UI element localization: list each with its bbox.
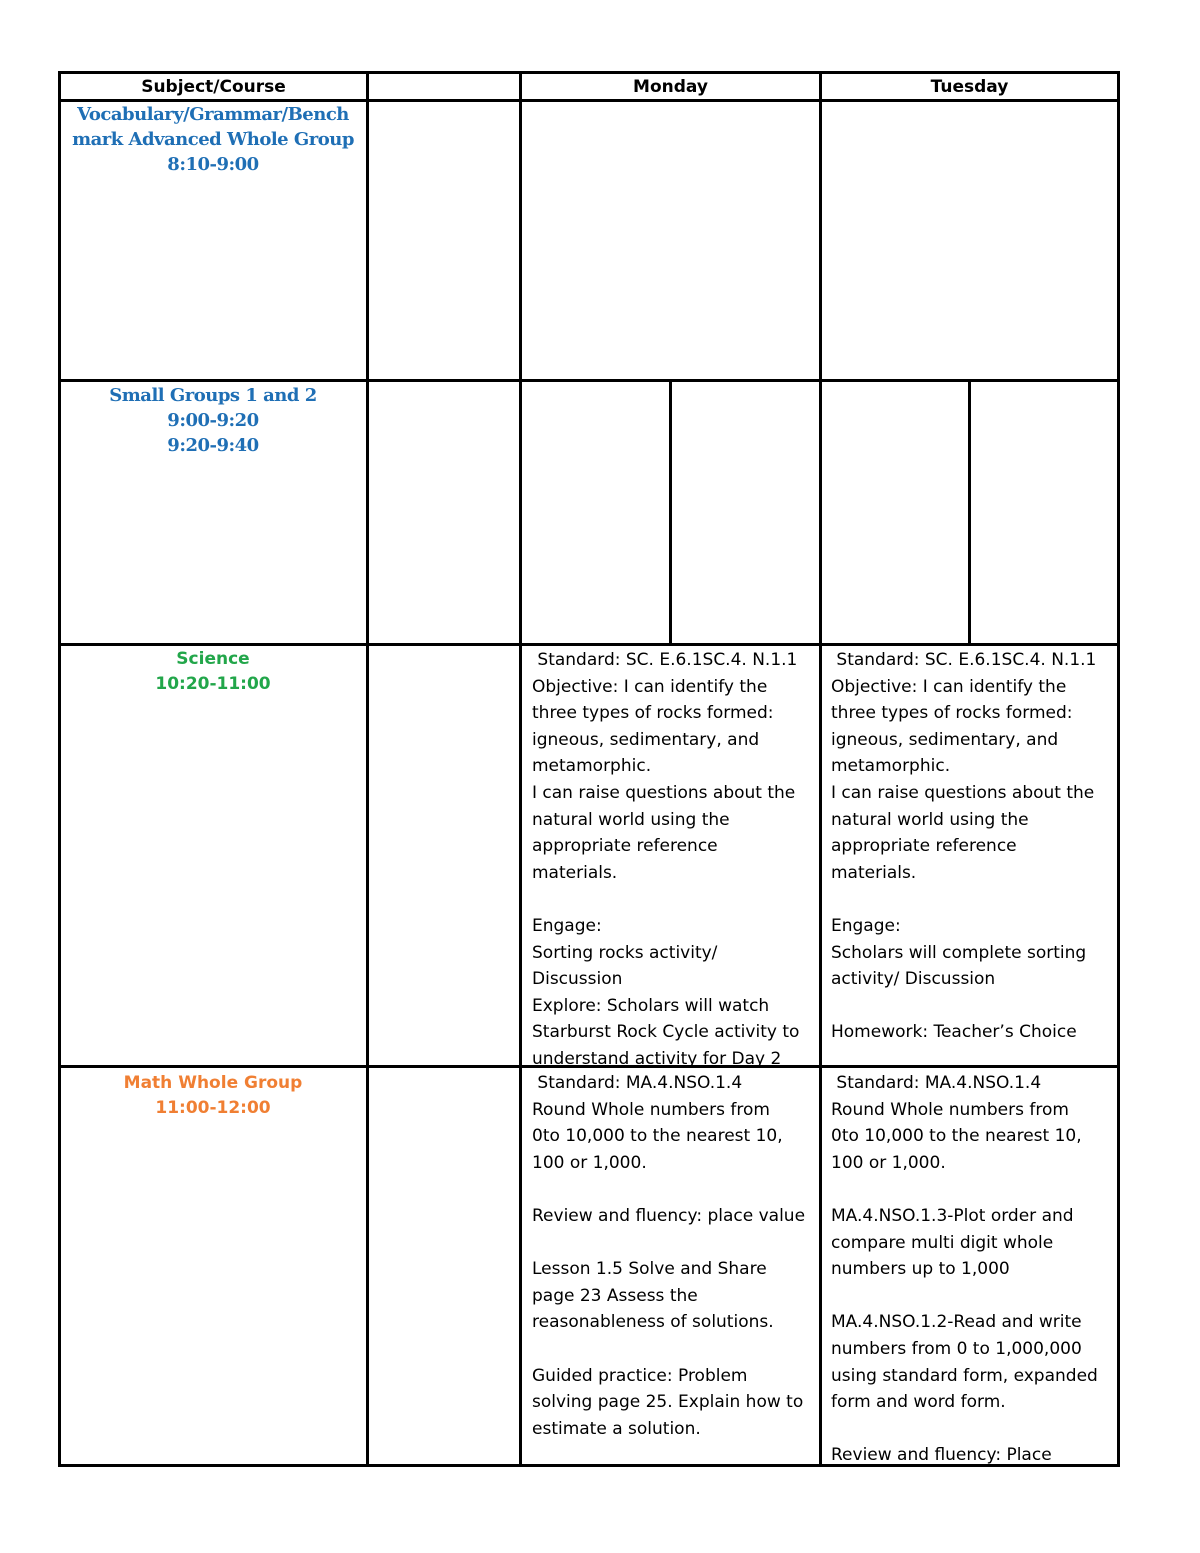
plan-line (532, 1336, 818, 1363)
plan-line: numbers from 0 to 1,000,000 (831, 1338, 1082, 1359)
plan-line: compare multi digit whole (831, 1232, 1054, 1253)
plan-line: three types of rocks formed: (532, 703, 774, 724)
plan-line: natural world using the (532, 809, 730, 830)
math-tuesday-plan (831, 1070, 1115, 1469)
math-monday-plan (532, 1070, 818, 1442)
header-monday: Monday (633, 77, 708, 97)
plan-line (831, 993, 1115, 1020)
plan-line: Round Whole numbers from (532, 1099, 770, 1120)
plan-line: Sorting rocks activity/ (532, 942, 718, 963)
plan-line: 100 or 1,000. (831, 1152, 946, 1173)
plan-line: Standard: SC. E.6.1SC.4. N.1.1 (532, 650, 798, 670)
small-groups-time-1: 9:00-9:20 (167, 410, 259, 431)
small-groups-time-2: 9:20-9:40 (167, 435, 259, 456)
plan-line: Engage: (532, 915, 602, 936)
plan-line: page 23 Assess the (532, 1285, 698, 1306)
plan-line: natural world using the (831, 809, 1029, 830)
plan-line: materials. (831, 862, 917, 883)
plan-line: Objective: I can identify the (831, 676, 1067, 697)
plan-line (831, 1283, 1115, 1310)
plan-line: metamorphic. (532, 756, 652, 777)
plan-line: 100 or 1,000. (532, 1152, 647, 1173)
plan-line: metamorphic. (831, 756, 951, 777)
plan-line: three types of rocks formed: (831, 703, 1073, 724)
plan-line: Engage: (831, 915, 901, 936)
plan-line: Lesson 1.5 Solve and Share (532, 1259, 767, 1280)
plan-line (532, 1176, 818, 1203)
grid-line-left (58, 71, 61, 1467)
plan-line: Scholars will complete sorting (831, 942, 1087, 963)
plan-line: estimate a solution. (532, 1418, 701, 1439)
plan-line: igneous, sedimentary, and (532, 729, 760, 750)
plan-line: form and word form. (831, 1392, 1006, 1413)
plan-line: 0to 10,000 to the nearest 10, (532, 1126, 783, 1147)
plan-line: Review and fluency: place value (532, 1205, 806, 1226)
plan-line (532, 886, 818, 913)
plan-line: I can raise questions about the (532, 782, 796, 803)
grid-line-col2 (366, 71, 369, 1467)
science-title: Science (176, 649, 250, 669)
plan-line (831, 886, 1115, 913)
header-subject-course: Subject/Course (141, 77, 286, 97)
plan-line (831, 1416, 1115, 1443)
math-subject (64, 1071, 362, 1121)
plan-line: MA.4.NSO.1.2-Read and write (831, 1312, 1082, 1333)
small-groups-title: Small Groups 1 and 2 (109, 385, 317, 406)
vocab-time: 8:10-9:00 (167, 154, 259, 175)
grid-line-col4 (819, 71, 822, 1467)
math-title: Math Whole Group (123, 1073, 303, 1093)
grid-line-tuesday-split (968, 380, 971, 645)
small-groups-subject (64, 383, 362, 458)
plan-line: materials. (532, 862, 618, 883)
plan-line: appropriate reference (831, 836, 1017, 857)
grid-line-row1-bottom (58, 379, 1120, 382)
plan-line: Starburst Rock Cycle activity to (532, 1022, 800, 1043)
vocab-title-line-2: mark Advanced Whole Group (72, 129, 354, 150)
plan-line: Guided practice: Problem (532, 1365, 748, 1386)
header-blank (369, 74, 519, 99)
plan-line: 0to 10,000 to the nearest 10, (831, 1126, 1082, 1147)
science-tuesday-plan (831, 647, 1115, 1046)
plan-line: appropriate reference (532, 836, 718, 857)
plan-line: using standard form, expanded (831, 1365, 1098, 1386)
science-subject (64, 647, 362, 697)
grid-line-col3 (519, 71, 522, 1467)
plan-line: Standard: SC. E.6.1SC.4. N.1.1 (831, 650, 1097, 670)
plan-line: igneous, sedimentary, and (831, 729, 1059, 750)
plan-line: Standard: MA.4.NSO.1.4 (831, 1073, 1042, 1093)
grid-line-row2-bottom (58, 643, 1120, 646)
math-time: 11:00-12:00 (155, 1098, 271, 1118)
plan-line: reasonableness of solutions. (532, 1312, 774, 1333)
plan-line: activity/ Discussion (831, 969, 996, 990)
header-tuesday: Tuesday (930, 77, 1009, 97)
plan-line: Explore: Scholars will watch (532, 995, 770, 1016)
plan-line: Standard: MA.4.NSO.1.4 (532, 1073, 743, 1093)
plan-line: Review and fluency: Place (831, 1445, 1052, 1466)
plan-line (831, 1176, 1115, 1203)
plan-line: Round Whole numbers from (831, 1099, 1069, 1120)
vocab-title-line-1: Vocabulary/Grammar/Bench (77, 104, 349, 125)
plan-line: numbers up to 1,000 (831, 1259, 1010, 1280)
plan-line (532, 1230, 818, 1257)
vocab-subject (64, 102, 362, 177)
plan-line: Objective: I can identify the (532, 676, 768, 697)
plan-line: Discussion (532, 969, 623, 990)
plan-line: Homework: Teacher’s Choice (831, 1022, 1077, 1043)
plan-line: I can raise questions about the (831, 782, 1095, 803)
grid-line-monday-split (669, 380, 672, 645)
science-time: 10:20-11:00 (155, 674, 271, 694)
grid-line-right (1117, 71, 1120, 1467)
science-monday-plan (532, 647, 818, 1073)
plan-line: MA.4.NSO.1.3-Plot order and (831, 1205, 1074, 1226)
plan-line: understand activity for Day 2 (532, 1048, 782, 1069)
plan-line: solving page 25. Explain how to (532, 1392, 804, 1413)
